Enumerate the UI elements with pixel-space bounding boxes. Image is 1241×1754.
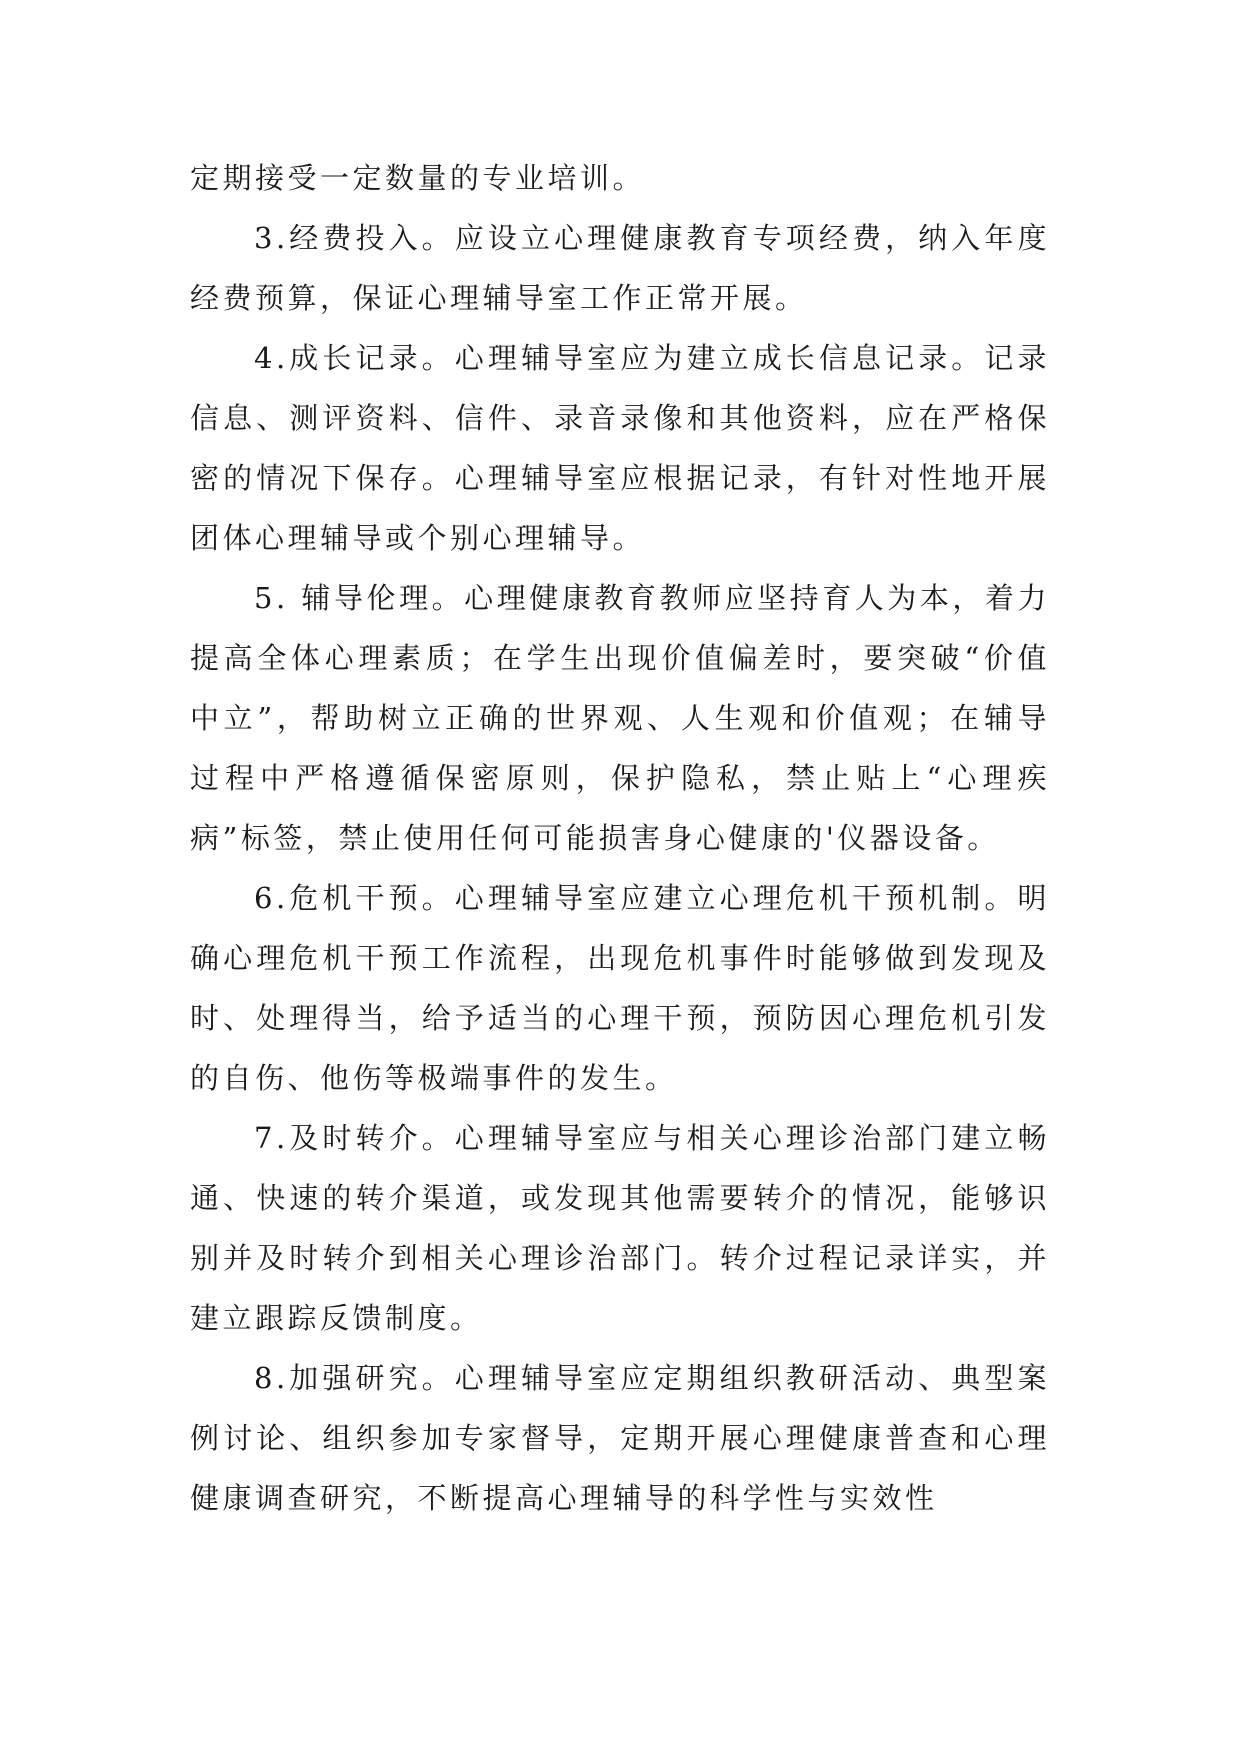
- paragraph-growth-records: 4.成长记录。心理辅导室应为建立成长信息记录。记录信息、测评资料、信件、录音录像和其他资料，应在严格保密的情况下保存。心理辅导室应根据记录，有针对性地开展团体心理辅导或个别心理辅导。: [190, 341, 1050, 555]
- document-body: [190, 148, 1050, 1528]
- paragraph-referral: 7.及时转介。心理辅导室应与相关心理诊治部门建立畅通、快速的转介渠道，或发现其他需要转介的情况，能够识别并及时转介到相关心理诊治部门。转介过程记录详实，并建立跟踪反馈制度。: [190, 1121, 1050, 1335]
- paragraph-research: 8.加强研究。心理辅导室应定期组织教研活动、典型案例讨论、组织参加专家督导，定期开展心理健康普查和心理健康调查研究，不断提高心理辅导的科学性与实效性: [190, 1361, 1050, 1515]
- paragraph-continuation: 定期接受一定数量的专业培训。: [190, 161, 646, 195]
- paragraph-crisis-intervention: 6.危机干预。心理辅导室应建立心理危机干预机制。明确心理危机干预工作流程，出现危机事件时能够做到发现及时、处理得当，给予适当的心理干预，预防因心理危机引发的自伤、他伤等极端事件的发生。: [190, 881, 1050, 1095]
- paragraph-funding: 3.经费投入。应设立心理健康教育专项经费，纳入年度经费预算，保证心理辅导室工作正常开展。: [190, 221, 1050, 315]
- paragraph-counseling-ethics: 5. 辅导伦理。心理健康教育教师应坚持育人为本，着力提高全体心理素质；在学生出现价值偏差时，要突破“价值中立”，帮助树立正确的世界观、人生观和价值观；在辅导过程中严格遵循保密原则，保护隐私，禁止贴上“心理疾病”标签，禁止使用任何可能损害身心健康的'仪器设备。: [190, 581, 1050, 855]
